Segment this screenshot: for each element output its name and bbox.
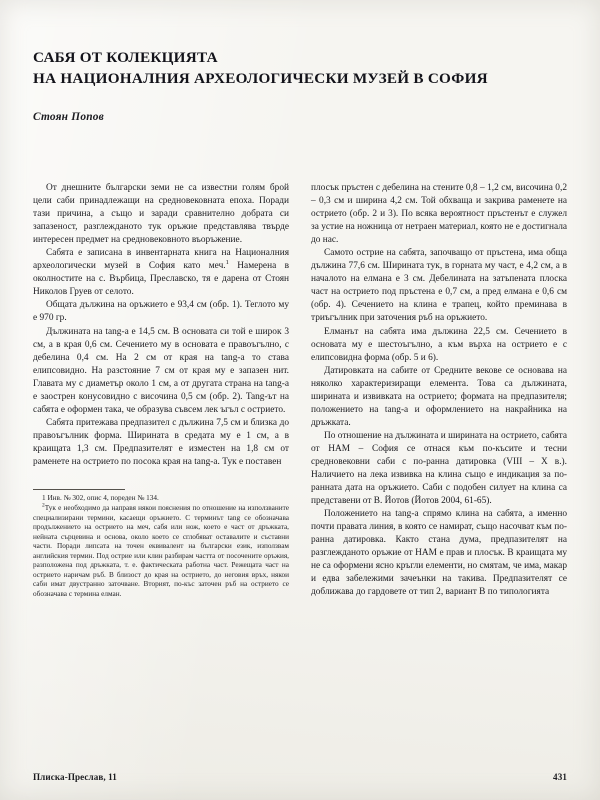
page-content	[33, 0, 567, 800]
paragraph: По отношение на дължината и ширината на острието, сабята от НАМ – София се отнася към по-късите и тесни средновековни саби с по-ранна датировка (VIII – X в.). Наличието на лека извивка на клина също е индикация за по-ранната дата на оръжието. Саби с подобен силует на клина са представени от В. Йотов (Йотов 2004, 61-65).	[311, 430, 567, 507]
paragraph: Положението на tang-а спрямо клина на сабята, а именно почти правата линия, в която се намират, също насочват към по-ранна датировка. Както стана дума, предпазителят на разглежданото оръжие от НАМ е прав и плосък. В краищата му не са оформени ясно кръгли елементи, но смятам, че има, макар и едва забележими зачеънки на такива. Предпазителят се доближава до гардовете от тип 2, вариант В по типологията	[311, 509, 567, 598]
page-title	[33, 48, 567, 89]
footnote-number: 1	[42, 494, 46, 503]
running-series-title: Плиска-Преслав, 11	[33, 772, 117, 782]
page-number: 431	[553, 772, 567, 782]
paragraph: Общата дължина на оръжието е 93,4 см (обр. 1). Теглото му е 970 гр.	[33, 300, 289, 324]
footnotes-block	[33, 489, 289, 599]
paragraph: Сабята притежава предпазител с дължина 7,5 см и близка до правоъгълник форма. Ширината в средата му е 1 см, а в краищата 1,3 см. Предпазителят е изместен на 1,8 см от раменете на острието по посока края на tang-а. Тук е поставен	[33, 417, 289, 467]
title-line-2: НА НАЦИОНАЛНИЯ АРХЕОЛОГИЧЕСКИ МУЗЕЙ В СОФИЯ	[33, 69, 488, 87]
title-line-1: САБЯ ОТ КОЛЕКЦИЯТА	[33, 49, 218, 66]
paragraph: Елманът на сабята има дължина 22,5 см. Сечението в основата му е шестоъгълно, а към върха на острието е с елипсовидна форма (обр. 5 и 6).	[311, 326, 567, 363]
paragraph: От днешните български земи не са известни голям брой цели саби принадлежащи на средновековната епоха. Поради тази причина, а също и заради сравнително добрата си запазеност, разглежданото тук оръжие представлява твърде интересен предмет на средновековното въоръжение.	[33, 183, 289, 246]
column-left	[33, 182, 289, 600]
column-left-text	[33, 182, 289, 469]
footnote-item	[33, 504, 289, 599]
paragraph	[33, 247, 289, 299]
paragraph: Самото острие на сабята, започващо от пръстена, има обща дължина 77,6 см. Ширината тук, в горната му част, е 4,2 см, а в началото на елмана е 3 см. Дебелината на затъпената плоска част на острието под пръстена е 0,7 см, а пред елмана е 0,6 см (обр. 4). Сечението на клина е трапец, който преминава в триъгълник при заточения ръб на оръжието.	[311, 248, 567, 324]
footnote-text: Тук е необходимо да направя някои пояснения по отношение на използваните специализирани термини, касаещи оръжието. С терминът tang се обозначава продължението на острието на меч, сабя или нож, което е част от дръжката, нейната сърцевина и основа, около което се сглобяват оставалите и съставни части. Поради липсата на точен еквивалент на български език, използвам английския термин. Под острие или клин разбирам частта от посочените оръжия, разположена под дръжката, т. е. фактическата работна част. Режещата част на острието наричам ръб. В близост до края на острието, до неговия връх, някои саби имат двустранно заточване. Вторият, по-къс заточен ръб на острието се обозначава с термина елман.	[33, 504, 289, 598]
author-name: Стоян Попов	[33, 111, 104, 123]
paragraph: Датировката на сабите от Средните векове се основава на няколко характеризиращи елемента. Това са дължината, ширината и извивката на острието; формата на предпазителя; положението на tang-а и оформлението на накрайника на дръжката.	[311, 365, 567, 428]
footnote-number: 2	[42, 502, 45, 509]
paragraph-text: Дължината на tang-а е 14,5 см. В основата си той е широк 3 см, а в края 0,6 см. Сечението му в основата е правоъгълно, с дебелина 0,4 см. На 2 см от края на tang-а то става елипсовидно. На разстояние 7 см от края му е запазен нит. Главата му с диаметър около 1 см, а от другата страна на tang-а е заострен конусовидно с височина 0,5 см (обр. 2). Tang-ът на сабята е оформен така, че образува съвсем лек ъгъл с острието.	[33, 326, 289, 415]
paragraph: плосък пръстен с дебелина на стените 0,8 – 1,2 см, височина 0,2 – 0,3 см и ширина 4,2 см. Той обхваща и закрива раменете на острието (обр. 2 и 3). По всяка вероятност пръстенът е служел за устие на ножница от нетраен материал, която не е достигнала до нас.	[311, 183, 567, 246]
footnote-item	[33, 494, 289, 504]
two-column-body	[33, 182, 567, 600]
title-block	[33, 0, 567, 123]
column-right	[311, 182, 567, 600]
footnote-ref-1[interactable]: 1	[225, 259, 229, 267]
paragraph-text-cont: Намерена в околностите на с. Върбица, Преславско, тя е дарена от Стоян Николов Груев от селото.	[33, 261, 289, 298]
footnote-separator-rule	[33, 489, 125, 490]
column-right-text	[311, 182, 567, 600]
page-footer	[33, 772, 567, 782]
footnote-text: Инв. № 302, опис 4, пореден № 134.	[47, 494, 159, 503]
paragraph	[33, 326, 289, 417]
paragraph-text: Сабята е записана в инвентарната книга на Националния археологически музей в София като меч.	[33, 248, 289, 272]
